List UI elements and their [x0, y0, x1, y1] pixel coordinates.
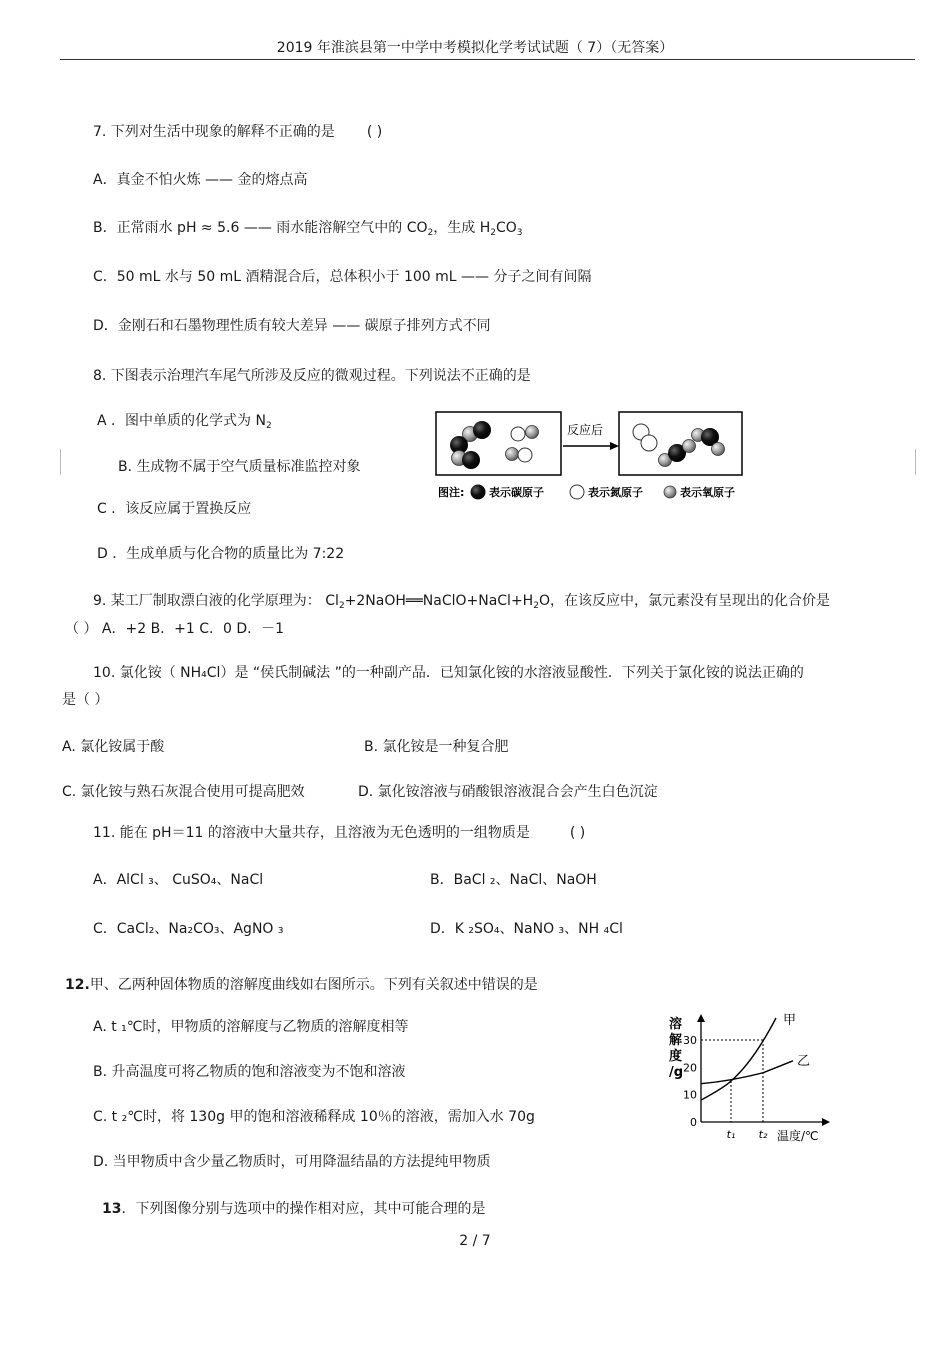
x-axis-arrow	[822, 1118, 830, 1126]
y-tick-label: 30	[683, 1034, 697, 1047]
q13-stem	[102, 1198, 485, 1218]
oxygen-atom	[506, 448, 519, 461]
legend-prefix: 图注:	[438, 486, 465, 499]
header-divider	[60, 59, 915, 60]
legend-carbon-label: 表示碳原子	[489, 486, 544, 499]
y-tick-label: 10	[683, 1088, 697, 1102]
y-axis-label-char: 溶	[669, 1017, 683, 1032]
q12-stem-text: 甲、乙两种固体物质的溶解度曲线如右图所示。下列有关叙述中错误的是	[89, 977, 538, 993]
q8-option-d: D ．生成单质与化合物的质量比为 7:22	[97, 546, 345, 562]
q7-answer-bracket: ( )	[366, 124, 383, 140]
q12-option-c: C. t ₂℃时，将 130g 甲的饱和溶液稀释成 10％的溶液，需加入水 70g	[93, 1109, 535, 1125]
q10-line2: 是（ ）	[62, 692, 109, 708]
solubility-curve-chart	[665, 1008, 835, 1148]
subscript: 2	[338, 601, 345, 611]
q12-option-a: A. t ₁℃时，甲物质的溶解度与乙物质的溶解度相等	[93, 1019, 409, 1035]
q7-stem-text: 7. 下列对生活中现象的解释不正确的是	[93, 124, 335, 140]
q9-line1	[93, 590, 830, 611]
subscript: 3	[516, 228, 523, 238]
legend-oxygen-label: 表示氧原子	[680, 486, 735, 499]
q11-option-b: B．BaCl ₂、NaCl、NaOH	[430, 872, 597, 888]
q11-stem-text: 11. 能在 pH＝11 的溶液中大量共存，且溶液为无色透明的一组物质是	[93, 825, 530, 841]
series-curve	[701, 1018, 776, 1100]
q12-number: 12.	[65, 977, 90, 993]
legend-oxygen-swatch	[664, 486, 676, 498]
q7-stem	[93, 121, 382, 141]
q12-option-b: B. 升高温度可将乙物质的饱和溶液变为不饱和溶液	[93, 1064, 406, 1080]
q7-option-b-text: B．正常雨水 pH ≈ 5.6 —— 雨水能溶解空气中的 CO	[93, 220, 428, 236]
q11-option-d: D．K ₂SO₄、NaNO ₃、NH ₄Cl	[430, 921, 623, 937]
nitrogen-atom	[641, 435, 657, 451]
products-box	[619, 412, 742, 475]
q7-option-a: A．真金不怕火炼 —— 金的熔点高	[93, 172, 308, 188]
subscript: 2	[533, 601, 539, 611]
page-number: 2 / 7	[459, 1233, 491, 1249]
y-axis-label-char: 解	[669, 1033, 683, 1048]
y-axis-arrow	[697, 1014, 705, 1022]
oxygen-atom	[526, 426, 539, 439]
q10-option-a: A. 氯化铵属于酸	[62, 739, 165, 755]
q9-text: 9. 某工厂制取漂白液的化学原理为： Cl	[93, 593, 339, 609]
q10-option-d: D. 氯化铵溶液与硝酸银溶液混合会产生白色沉淀	[358, 784, 658, 800]
x-tick-label: t₂	[758, 1128, 768, 1141]
q7-option-b-text: ，生成 H	[433, 220, 491, 236]
q8-option-b: B. 生成物不属于空气质量标准监控对象	[118, 459, 361, 475]
q9-text: O，在该反应中，氯元素没有呈现出的化合价是	[538, 593, 830, 609]
subscript: 2	[427, 228, 434, 238]
q9-text: +2NaOH══NaClO+NaCl+H	[344, 593, 534, 609]
carbon-atom	[462, 451, 480, 469]
legend-nitrogen-swatch	[570, 485, 584, 499]
q10-option-b: B. 氯化铵是一种复合肥	[364, 739, 509, 755]
q7-option-b-text: CO	[495, 220, 517, 236]
q9-line2: （ ） A．+2 B．+1 C．0 D．－1	[65, 621, 285, 637]
q12-option-d: D. 当甲物质中含少量乙物质时，可用降温结晶的方法提纯甲物质	[93, 1154, 491, 1170]
right-margin-mark	[915, 449, 916, 475]
y-axis-label	[669, 1016, 683, 1080]
nitrogen-atom	[511, 427, 525, 441]
arrow-head	[610, 442, 619, 450]
y-axis-label-char: 度	[669, 1049, 683, 1064]
legend-nitrogen-label: 表示氮原子	[588, 486, 643, 499]
series-label: 甲	[783, 1013, 797, 1028]
arrow-label: 反应后	[567, 423, 604, 437]
q11-option-a: A．AlCl ₃、 CuSO₄、NaCl	[93, 872, 264, 888]
q11-stem	[93, 822, 585, 842]
page-header-title: 2019 年淮滨县第一中学中考模拟化学考试试题（ 7）（无答案）	[276, 40, 674, 56]
q8-stem: 8. 下图表示治理汽车尾气所涉及反应的微观过程。下列说法不正确的是	[93, 368, 531, 384]
q10-line1: 10. 氯化铵（ NH₄Cl）是 “侯氏制碱法 ”的一种副产品．已知氯化铵的水溶液显酸性．下列关于氯化铵的说法正确的	[93, 665, 804, 681]
left-margin-mark	[60, 449, 61, 475]
q8-option-a-text: A ．图中单质的化学式为 N	[97, 413, 266, 429]
subscript: 2	[265, 421, 272, 431]
reaction-micro-diagram	[432, 408, 762, 506]
q12-stem	[65, 974, 538, 994]
y-tick-label: 20	[683, 1061, 697, 1075]
oxygen-atom	[683, 440, 696, 453]
nitrogen-atom	[518, 448, 532, 462]
q11-answer-bracket: ( )	[569, 825, 586, 841]
q10-option-c: C. 氯化铵与熟石灰混合使用可提高肥效	[62, 784, 305, 800]
x-axis-label: 温度/℃	[777, 1129, 819, 1143]
carbon-atom	[473, 421, 491, 439]
y-tick-label: 0	[690, 1116, 697, 1129]
series-label: 乙	[797, 1054, 811, 1069]
q7-option-d: D．金刚石和石墨物理性质有较大差异 —— 碳原子排列方式不同	[93, 318, 491, 334]
q7-option-b	[93, 217, 523, 238]
q11-option-c: C．CaCl₂、Na₂CO₃、AgNO ₃	[93, 921, 284, 937]
legend-carbon-swatch	[471, 485, 486, 500]
oxygen-atom	[712, 443, 725, 456]
subscript: 2	[490, 228, 496, 238]
y-axis-label-char: /g	[669, 1065, 684, 1080]
q8-option-c: C ．该反应属于置换反应	[97, 501, 252, 517]
q8-option-a	[97, 410, 272, 431]
x-tick-label: t₁	[726, 1128, 736, 1141]
q7-option-c: C．50 mL 水与 50 mL 酒精混合后，总体积小于 100 mL —— 分子之间有间隔	[93, 269, 592, 285]
q13-stem-text: ．下列图像分别与选项中的操作相对应，其中可能合理的是	[121, 1201, 486, 1217]
q13-number: 13	[102, 1201, 122, 1217]
